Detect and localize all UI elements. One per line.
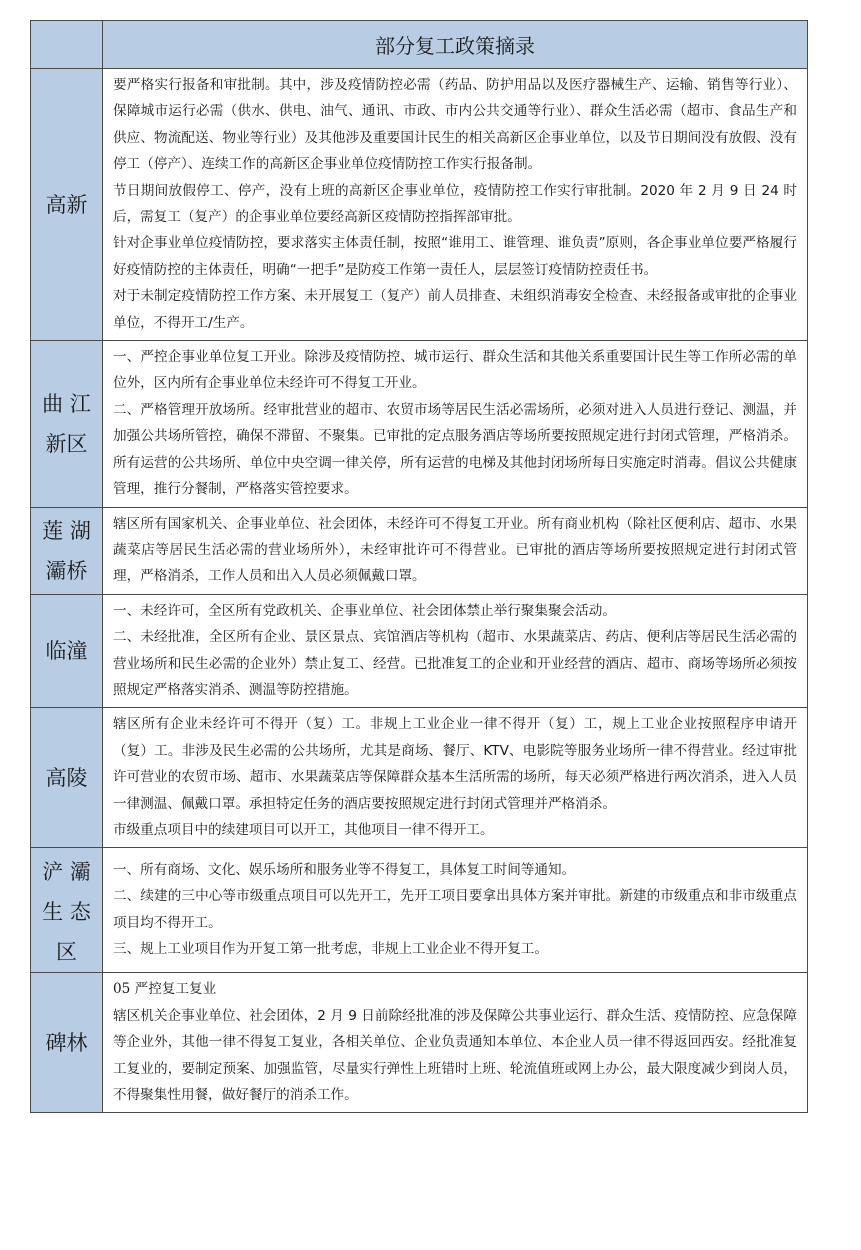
district-row-lianhu-baqiao: [31, 507, 808, 594]
policy-text-beilin: [103, 973, 808, 1113]
district-name-qujiang: [31, 341, 103, 507]
policy-paragraph: 对于未制定疫情防控工作方案、未开展复工（复产）前人员排查、未组织消毒安全检查、未经报备或审批的企事业单位，不得开工/生产。: [113, 288, 797, 331]
district-name-line: 碑林: [45, 1030, 88, 1055]
district-name-chanba: [31, 848, 103, 973]
policy-paragraph: 辖区所有国家机关、企事业单位、社会团体，未经许可不得复工开业。所有商业机构（除社区便利店、超市、水果蔬菜店等居民生活必需的营业场所外），未经审批许可不得营业。已审批的酒店等场所要按照规定进行封闭式管理，严格消杀，工作人员和出入人员必须佩戴口罩。: [113, 515, 797, 585]
district-name-line: 莲 湖: [42, 518, 91, 543]
policy-paragraph: 市级重点项目中的续建项目可以开工，其他项目一律不得开工。: [113, 821, 494, 838]
policy-paragraph: 二、续建的三中心等市级重点项目可以先开工，先开工项目要拿出具体方案并审批。新建的市级重点和非市级重点项目均不得开工。: [113, 888, 797, 931]
district-name-lintong: [31, 594, 103, 708]
district-name-line: 新区: [45, 431, 88, 456]
header-corner-cell: [31, 21, 103, 69]
policy-text-gaoxin: [103, 69, 808, 341]
district-name-line: 高新: [45, 192, 88, 217]
district-row-beilin: [31, 973, 808, 1113]
district-name-line: 灞桥: [45, 558, 88, 583]
policy-paragraph: 二、严格管理开放场所。经审批营业的超市、农贸市场等居民生活必需场所，必须对进入人员进行登记、测温，并加强公共场所管控，确保不滞留、不聚集。已审批的定点服务酒店等场所要按照规定进行封闭式管理，严格消杀。 所有运营的公共场所、单位中央空调一律关停，所有运营的电梯及其他封闭场所每日实施定时消毒。倡议公共健康管理，推行分餐制，严格落实管控要求。: [113, 401, 797, 498]
district-row-gaoxin: [31, 69, 808, 341]
policy-paragraph: 要严格实行报备和审批制。其中，涉及疫情防控必需（药品、防护用品以及医疗器械生产、运输、销售等行业）、保障城市运行必需（供水、供电、油气、通讯、市政、市内公共交通等行业）、群众生活必需（超市、食品生产和供应、物流配送、物业等行业）及其他涉及重要国计民生的相关高新区企事业单位，以及节日期间没有放假、没有停工（停产）、连续工作的高新区企事业单位疫情防控工作实行报备制。: [113, 77, 797, 173]
policy-paragraph: 二、未经批准，全区所有企业、景区景点、宾馆酒店等机构（超市、水果蔬菜店、药店、便利店等居民生活必需的营业场所和民生必需的企业外）禁止复工、经营。已批准复工的企业和开业经营的酒店、超市、商场等场所必须按照规定严格落实消杀、测温等防控措施。: [113, 629, 797, 698]
district-name-line: 临潼: [45, 639, 88, 664]
policy-paragraph: 一、严控企事业单位复工开业。除涉及疫情防控、城市运行、群众生活和其他关系重要国计民生等工作所必需的单位外，区内所有企事业单位未经许可不得复工开业。: [113, 349, 797, 392]
policy-paragraph: 针对企事业单位疫情防控，要求落实主体责任制，按照“谁用工、谁管理、谁负责”原则，各企事业单位要严格履行好疫情防控的主体责任，明确“一把手”是防疫工作第一责任人，层层签订疫情防控责任书。: [113, 235, 797, 278]
policy-text-gaoling: [103, 708, 808, 848]
district-name-line: 曲 江: [42, 391, 91, 416]
policy-subheading: 05 严控复工复业: [113, 981, 217, 998]
district-row-gaoling: [31, 708, 808, 848]
district-name-line: 生 态: [42, 900, 91, 925]
district-name-line: 浐 灞: [42, 860, 91, 885]
policy-paragraph: 一、所有商场、文化、娱乐场所和服务业等不得复工，具体复工时间等通知。: [113, 862, 576, 879]
table-title: 部分复工政策摘录: [103, 21, 808, 69]
district-name-line: 区: [56, 940, 77, 965]
policy-text-qujiang: [103, 341, 808, 507]
policy-paragraph: 节日期间放假停工、停产，没有上班的高新区企事业单位，疫情防控工作实行审批制。2020 年 2 月 9 日 24 时后，需复工（复产）的企事业单位要经高新区疫情防控指挥部审批。: [113, 182, 797, 226]
policy-text-chanba: [103, 848, 808, 973]
policy-paragraph: 辖区机关企事业单位、社会团体，2 月 9 日前除经批准的涉及保障公共事业运行、群众生活、疫情防控、应急保障等企业外，其他一律不得复工复业，各相关单位、企业负责通知本单位、本企业人员一律不得返回西安。经批准复工复业的，要制定预案、加强监管，尽量实行弹性上班错时上班、轮流值班或网上办公，最大限度减少到岗人员，不得聚集性用餐，做好餐厅的消杀工作。: [113, 1007, 797, 1103]
policy-text-lintong: [103, 594, 808, 708]
policy-table: [30, 20, 808, 1113]
district-name-beilin: [31, 973, 103, 1113]
district-name-line: 高陵: [45, 765, 88, 790]
policy-paragraph: 辖区所有企业未经许可不得开（复）工。非规上工业企业一律不得开（复）工，规上工业企业按照程序申请开（复）工。非涉及民生必需的公共场所，尤其是商场、餐厅、KTV、电影院等服务业场所一律不得营业。经过审批许可营业的农贸市场、超市、水果蔬菜店等保障群众基本生活所需的场所，每天必须严格进行两次消杀，进入人员一律测温、佩戴口罩。承担特定任务的酒店要按照规定进行封闭式管理并严格消杀。: [113, 716, 797, 812]
district-row-chanba: [31, 848, 808, 973]
policy-paragraph: 一、未经许可，全区所有党政机关、企事业单位、社会团体禁止举行聚集聚会活动。: [113, 602, 616, 619]
district-name-gaoxin: [31, 69, 103, 341]
district-name-lianhu-baqiao: [31, 507, 103, 594]
district-name-gaoling: [31, 708, 103, 848]
policy-paragraph: 三、规上工业项目作为开复工第一批考虑，非规上工业企业不得开复工。: [113, 941, 548, 958]
policy-text-lianhu-baqiao: [103, 507, 808, 594]
district-row-lintong: [31, 594, 808, 708]
header-row: [31, 21, 808, 69]
district-row-qujiang: [31, 341, 808, 507]
